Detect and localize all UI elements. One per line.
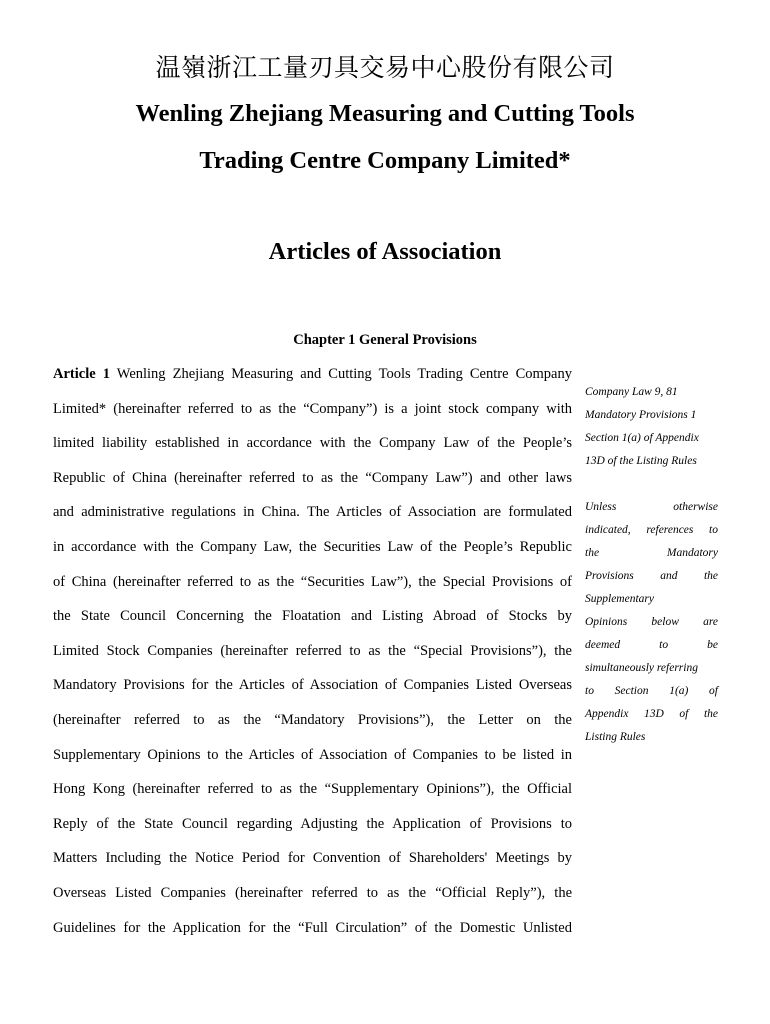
margin-note-line: Supplementary [585, 593, 654, 605]
article-1-line: Limited* (hereinafter referred to as the “Company”) is a joint stock company with [53, 400, 572, 417]
article-1-label: Article 1 [53, 366, 110, 382]
margin-note-line: Mandatory Provisions 1 [585, 409, 697, 421]
article-1-line: and administrative regulations in China. The Articles of Association are formulated [53, 504, 572, 521]
margin-note-line: Unless otherwise [585, 501, 718, 513]
margin-note-line: Section 1(a) of Appendix [585, 432, 699, 444]
margin-note-line: Listing Rules [585, 731, 646, 743]
margin-note-line: Appendix 13D of the [585, 708, 718, 720]
article-1-line: Guidelines for the Application for the “Full Circulation” of the Domestic Unlisted [53, 919, 572, 936]
margin-note-legal-references [585, 381, 718, 473]
article-1-line: of China (hereinafter referred to as the “Securities Law”), the Special Provisions of [53, 573, 572, 590]
margin-note-line: to Section 1(a) of [585, 685, 718, 697]
margin-note-line: indicated, references to [585, 524, 718, 536]
margin-note-line: Provisions and the [585, 570, 718, 582]
article-1-line: Mandatory Provisions for the Articles of Association of Companies Listed Overseas [53, 677, 572, 694]
chapter-heading: Chapter 1 General Provisions [293, 332, 477, 348]
article-1-line: limited liability established in accordance with the Company Law of the People’s [53, 435, 572, 452]
article-1-line: the State Council Concerning the Floatation and Listing Abroad of Stocks by [53, 608, 572, 625]
margin-note-line: the Mandatory [585, 547, 718, 559]
article-1-line: Matters Including the Notice Period for Convention of Shareholders' Meetings by [53, 850, 572, 867]
chinese-company-title: 温嶺浙江工量刃具交易中心股份有限公司 [155, 53, 615, 82]
margin-note-line: deemed to be [585, 639, 718, 651]
article-1-line: Reply of the State Council regarding Adjusting the Application of Provisions to [53, 815, 572, 832]
margin-note-line: Opinions below are [585, 616, 718, 628]
article-1-line: Overseas Listed Companies (hereinafter referred to as the “Official Reply”), the [53, 884, 572, 901]
english-company-title-line-2: Trading Centre Company Limited* [199, 147, 571, 174]
document-title: Articles of Association [268, 238, 502, 265]
margin-note-line: 13D of the Listing Rules [585, 455, 697, 467]
article-1-line: (hereinafter referred to as the “Mandatory Provisions”), the Letter on the [53, 711, 572, 728]
article-1-line [53, 357, 572, 392]
margin-note-line: simultaneously referring [585, 662, 698, 674]
margin-note-interpretation [585, 496, 718, 749]
english-company-title-line-1: Wenling Zhejiang Measuring and Cutting Tools [135, 100, 635, 127]
article-1-line: in accordance with the Company Law, the Securities Law of the People’s Republic [53, 538, 572, 555]
article-1-line: Republic of China (hereinafter referred to as the “Company Law”) and other laws [53, 469, 572, 486]
article-1-line: Limited Stock Companies (hereinafter referred to as the “Special Provisions”), the [53, 642, 572, 659]
margin-note-line: Company Law 9, 81 [585, 386, 678, 398]
article-1-body [53, 357, 572, 945]
article-1-line-text: Wenling Zhejiang Measuring and Cutting Tools Trading Centre Company [109, 366, 572, 382]
article-1-line: Supplementary Opinions to the Articles of Association of Companies to be listed in [53, 746, 572, 763]
article-1-line: Hong Kong (hereinafter referred to as the “Supplementary Opinions”), the Official [53, 781, 572, 798]
